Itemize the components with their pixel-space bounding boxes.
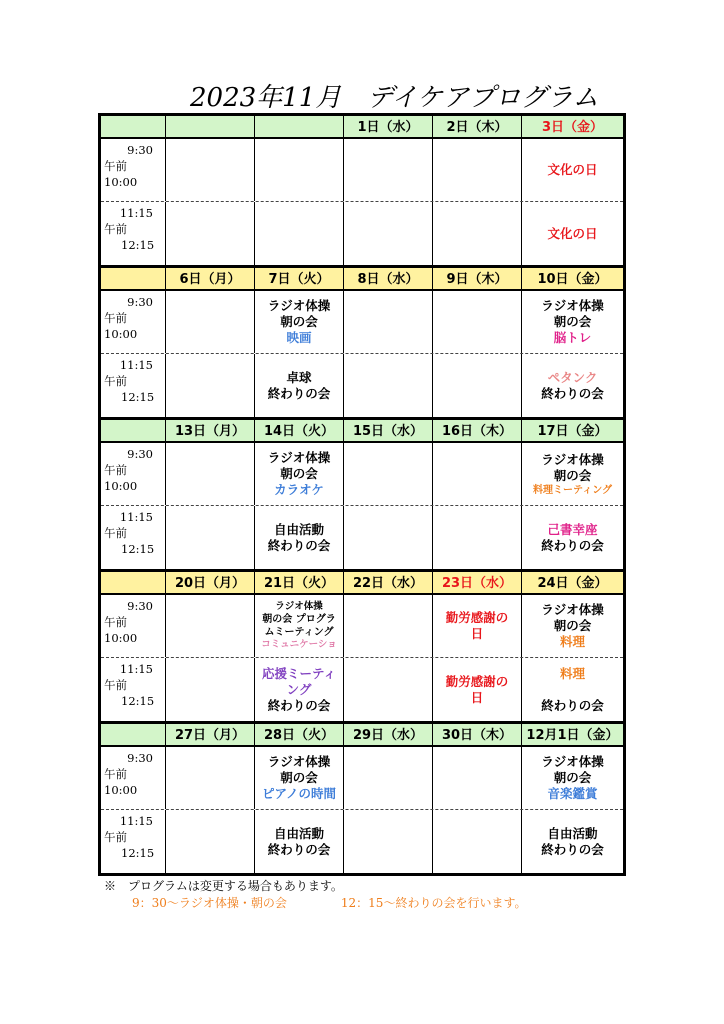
footnote-morning: 9：30～ラジオ体操・朝の会 (132, 896, 287, 910)
program-cell (255, 139, 344, 201)
day-header (255, 116, 344, 137)
day-header: 27日（月） (166, 724, 255, 745)
activity-text: 脳トレ (553, 330, 592, 345)
activity-text: 朝の会 (553, 314, 592, 329)
program-cell (166, 810, 255, 873)
program-cell (255, 595, 344, 657)
activity-text: 音楽鑑賞 (547, 786, 598, 801)
time-period: 午前 (104, 463, 127, 477)
program-cell (166, 658, 255, 721)
program-cell (522, 354, 623, 417)
program-cell (433, 354, 522, 417)
time-period: 午前 (104, 374, 127, 388)
day-header: 28日（火） (255, 724, 344, 745)
day-header: 7日（火） (255, 268, 344, 289)
week-5 (101, 724, 623, 873)
morning-slot (101, 595, 623, 658)
program-cell (344, 139, 433, 201)
time-start: 11:15 (119, 510, 153, 524)
time-start: 9:30 (127, 143, 153, 157)
program-cell (433, 139, 522, 201)
activity-text: 自由活動 (273, 521, 324, 537)
activity-text: 己書幸座 (547, 521, 598, 537)
time-end: 10:00 (104, 175, 138, 189)
time-label (101, 291, 166, 353)
time-label (101, 506, 166, 569)
day-header: 16日（木） (433, 420, 522, 441)
program-cell (433, 595, 522, 657)
activity-text: 終わりの会 (541, 385, 604, 401)
activity-text: ラジオ体操 (275, 601, 323, 612)
late-slot (101, 810, 623, 873)
week-header (101, 724, 623, 747)
activity-text: 卓球 (286, 369, 312, 385)
activity-text: 料理 (559, 665, 585, 681)
late-slot (101, 202, 623, 265)
day-header: 6日（月） (166, 268, 255, 289)
time-label (101, 443, 166, 505)
footnote-ending: 12：15～終わりの会を行います。 (340, 896, 527, 910)
program-cell (433, 506, 522, 569)
time-end: 12:15 (121, 238, 155, 252)
header-blank (101, 268, 166, 289)
program-cell (433, 747, 522, 809)
program-cell (433, 202, 522, 265)
day-header: 20日（月） (166, 572, 255, 593)
program-table (98, 113, 626, 876)
week-1 (101, 116, 623, 268)
time-end: 10:00 (104, 631, 138, 645)
program-cell (433, 810, 522, 873)
program-cell (344, 595, 433, 657)
day-header: 13日（月） (166, 420, 255, 441)
header-blank (101, 724, 166, 745)
morning-slot (101, 747, 623, 810)
day-header: 14日（火） (255, 420, 344, 441)
program-cell (344, 506, 433, 569)
program-cell (255, 202, 344, 265)
activity-text: 映画 (286, 330, 312, 345)
holiday-text: 日 (470, 689, 484, 705)
time-start: 9:30 (127, 751, 153, 765)
activity-text: 終わりの会 (541, 841, 604, 857)
time-label (101, 139, 166, 201)
program-cell (522, 202, 623, 265)
header-blank (101, 572, 166, 593)
program-cell (255, 810, 344, 873)
program-cell (166, 202, 255, 265)
program-cell (166, 139, 255, 201)
activity-text: 終わりの会 (541, 697, 604, 713)
time-period: 午前 (104, 830, 127, 844)
time-start: 11:15 (119, 206, 153, 220)
activity-text: 朝の会 (280, 466, 318, 481)
program-cell (522, 810, 623, 873)
activity-text: 朝の会 (280, 770, 318, 785)
time-label (101, 747, 166, 809)
program-cell (344, 443, 433, 505)
activity-text: 終わりの会 (541, 537, 604, 553)
time-end: 12:15 (121, 542, 155, 556)
program-cell (344, 658, 433, 721)
day-header: 12月1日（金） (526, 728, 619, 743)
week-header (101, 116, 623, 139)
time-start: 9:30 (127, 447, 153, 461)
program-cell (522, 595, 623, 657)
week-header (101, 572, 623, 595)
program-cell (255, 506, 344, 569)
time-period: 午前 (104, 311, 127, 325)
day-header: 29日（水） (344, 724, 433, 745)
activity-text: 終わりの会 (267, 385, 331, 401)
morning-slot (101, 139, 623, 202)
day-header: 2日（木） (433, 116, 522, 137)
activity-text: ラジオ体操 (541, 298, 604, 313)
program-cell (344, 354, 433, 417)
time-period: 午前 (104, 767, 127, 781)
activity-text: 朝の会 (280, 314, 318, 329)
morning-slot (101, 443, 623, 506)
activity-text: ラジオ体操 (267, 298, 331, 313)
holiday-text: 文化の日 (547, 225, 598, 241)
program-cell (522, 658, 623, 721)
activity-text: 終わりの会 (267, 537, 331, 553)
time-end: 12:15 (121, 390, 155, 404)
activity-text: 自由活動 (547, 825, 598, 841)
day-header: 17日（金） (537, 424, 608, 439)
time-end: 12:15 (121, 694, 155, 708)
activity-text: カラオケ (274, 482, 324, 497)
activity-text: ピアノの時間 (261, 786, 336, 801)
holiday-text: 勤労感謝の (445, 610, 509, 625)
time-period: 午前 (104, 678, 127, 692)
activity-text: 朝の会 (553, 618, 592, 633)
time-start: 9:30 (127, 599, 153, 613)
program-cell (433, 291, 522, 353)
activity-text: 終わりの会 (267, 697, 331, 713)
activity-text: 料理ミーティング (533, 484, 612, 496)
week-2 (101, 268, 623, 420)
time-label (101, 658, 166, 721)
activity-text: 朝の会 (553, 770, 592, 785)
activity-text: 朝の会 プログラ (262, 614, 336, 625)
program-cell (522, 443, 623, 505)
program-cell (344, 810, 433, 873)
program-cell (522, 506, 623, 569)
footnote-times (132, 895, 527, 911)
time-label (101, 810, 166, 873)
header-blank (101, 116, 166, 137)
day-header: 21日（火） (255, 572, 344, 593)
activity-text: ラジオ体操 (541, 754, 604, 769)
time-period: 午前 (104, 159, 127, 173)
time-end: 10:00 (104, 479, 138, 493)
day-header: 1日（水） (344, 116, 433, 137)
day-header: 15日（水） (344, 420, 433, 441)
day-header: 30日（木） (433, 724, 522, 745)
program-cell (522, 747, 623, 809)
time-period: 午前 (104, 526, 127, 540)
program-cell (255, 658, 344, 721)
header-blank (101, 420, 166, 441)
day-header: 8日（水） (344, 268, 433, 289)
morning-slot (101, 291, 623, 354)
time-start: 9:30 (127, 295, 153, 309)
activity-text: 終わりの会 (267, 841, 331, 857)
time-end: 12:15 (121, 846, 155, 860)
program-cell (166, 506, 255, 569)
holiday-text: 日 (470, 626, 484, 641)
activity-text: ング (286, 681, 312, 697)
late-slot (101, 658, 623, 721)
time-label (101, 354, 166, 417)
activity-text: ラジオ体操 (541, 602, 604, 617)
time-start: 11:15 (119, 358, 153, 372)
time-period: 午前 (104, 222, 127, 236)
day-header: 22日（水） (344, 572, 433, 593)
time-label (101, 595, 166, 657)
program-cell (166, 443, 255, 505)
day-header-holiday: 3日（金） (541, 120, 604, 135)
page-title: 2023年11月 デイケアプログラム (190, 83, 599, 113)
activity-text: 応援ミーティ (261, 665, 336, 681)
program-cell (344, 291, 433, 353)
activity-text: 朝の会 (553, 467, 592, 483)
time-label (101, 202, 166, 265)
program-cell (344, 202, 433, 265)
program-cell (255, 443, 344, 505)
program-cell (433, 443, 522, 505)
time-end: 10:00 (104, 783, 138, 797)
program-cell (166, 291, 255, 353)
activity-text: 料理 (559, 634, 585, 649)
day-header (166, 116, 255, 137)
day-header: 24日（金） (537, 576, 608, 591)
activity-text: ラジオ体操 (267, 450, 331, 465)
time-end: 10:00 (104, 327, 138, 341)
late-slot (101, 354, 623, 417)
footnote: ※ プログラムは変更する場合もあります。 (104, 879, 343, 893)
time-period: 午前 (104, 615, 127, 629)
program-cell (433, 658, 522, 721)
week-header (101, 420, 623, 443)
program-cell (166, 747, 255, 809)
holiday-text: 文化の日 (547, 162, 598, 177)
activity-text: 自由活動 (273, 825, 324, 841)
program-cell (255, 291, 344, 353)
program-cell (166, 354, 255, 417)
time-start: 11:15 (119, 814, 153, 828)
activity-text: コミュニケーショ (261, 639, 337, 650)
week-4 (101, 572, 623, 724)
activity-text: ペタンク (547, 369, 598, 385)
day-header: 9日（木） (433, 268, 522, 289)
activity-text: ラジオ体操 (267, 754, 331, 769)
program-cell (522, 139, 623, 201)
program-cell (255, 747, 344, 809)
week-header (101, 268, 623, 291)
program-cell (255, 354, 344, 417)
holiday-text: 勤労感謝の (445, 673, 509, 689)
late-slot (101, 506, 623, 569)
week-3 (101, 420, 623, 572)
time-start: 11:15 (119, 662, 153, 676)
day-header-holiday: 23日（水） (433, 572, 522, 593)
activity-text: ラジオ体操 (541, 451, 604, 467)
activity-text: ムミーティング (264, 627, 334, 638)
day-header: 10日（金） (537, 272, 608, 287)
program-cell (166, 595, 255, 657)
program-cell (522, 291, 623, 353)
program-cell (344, 747, 433, 809)
